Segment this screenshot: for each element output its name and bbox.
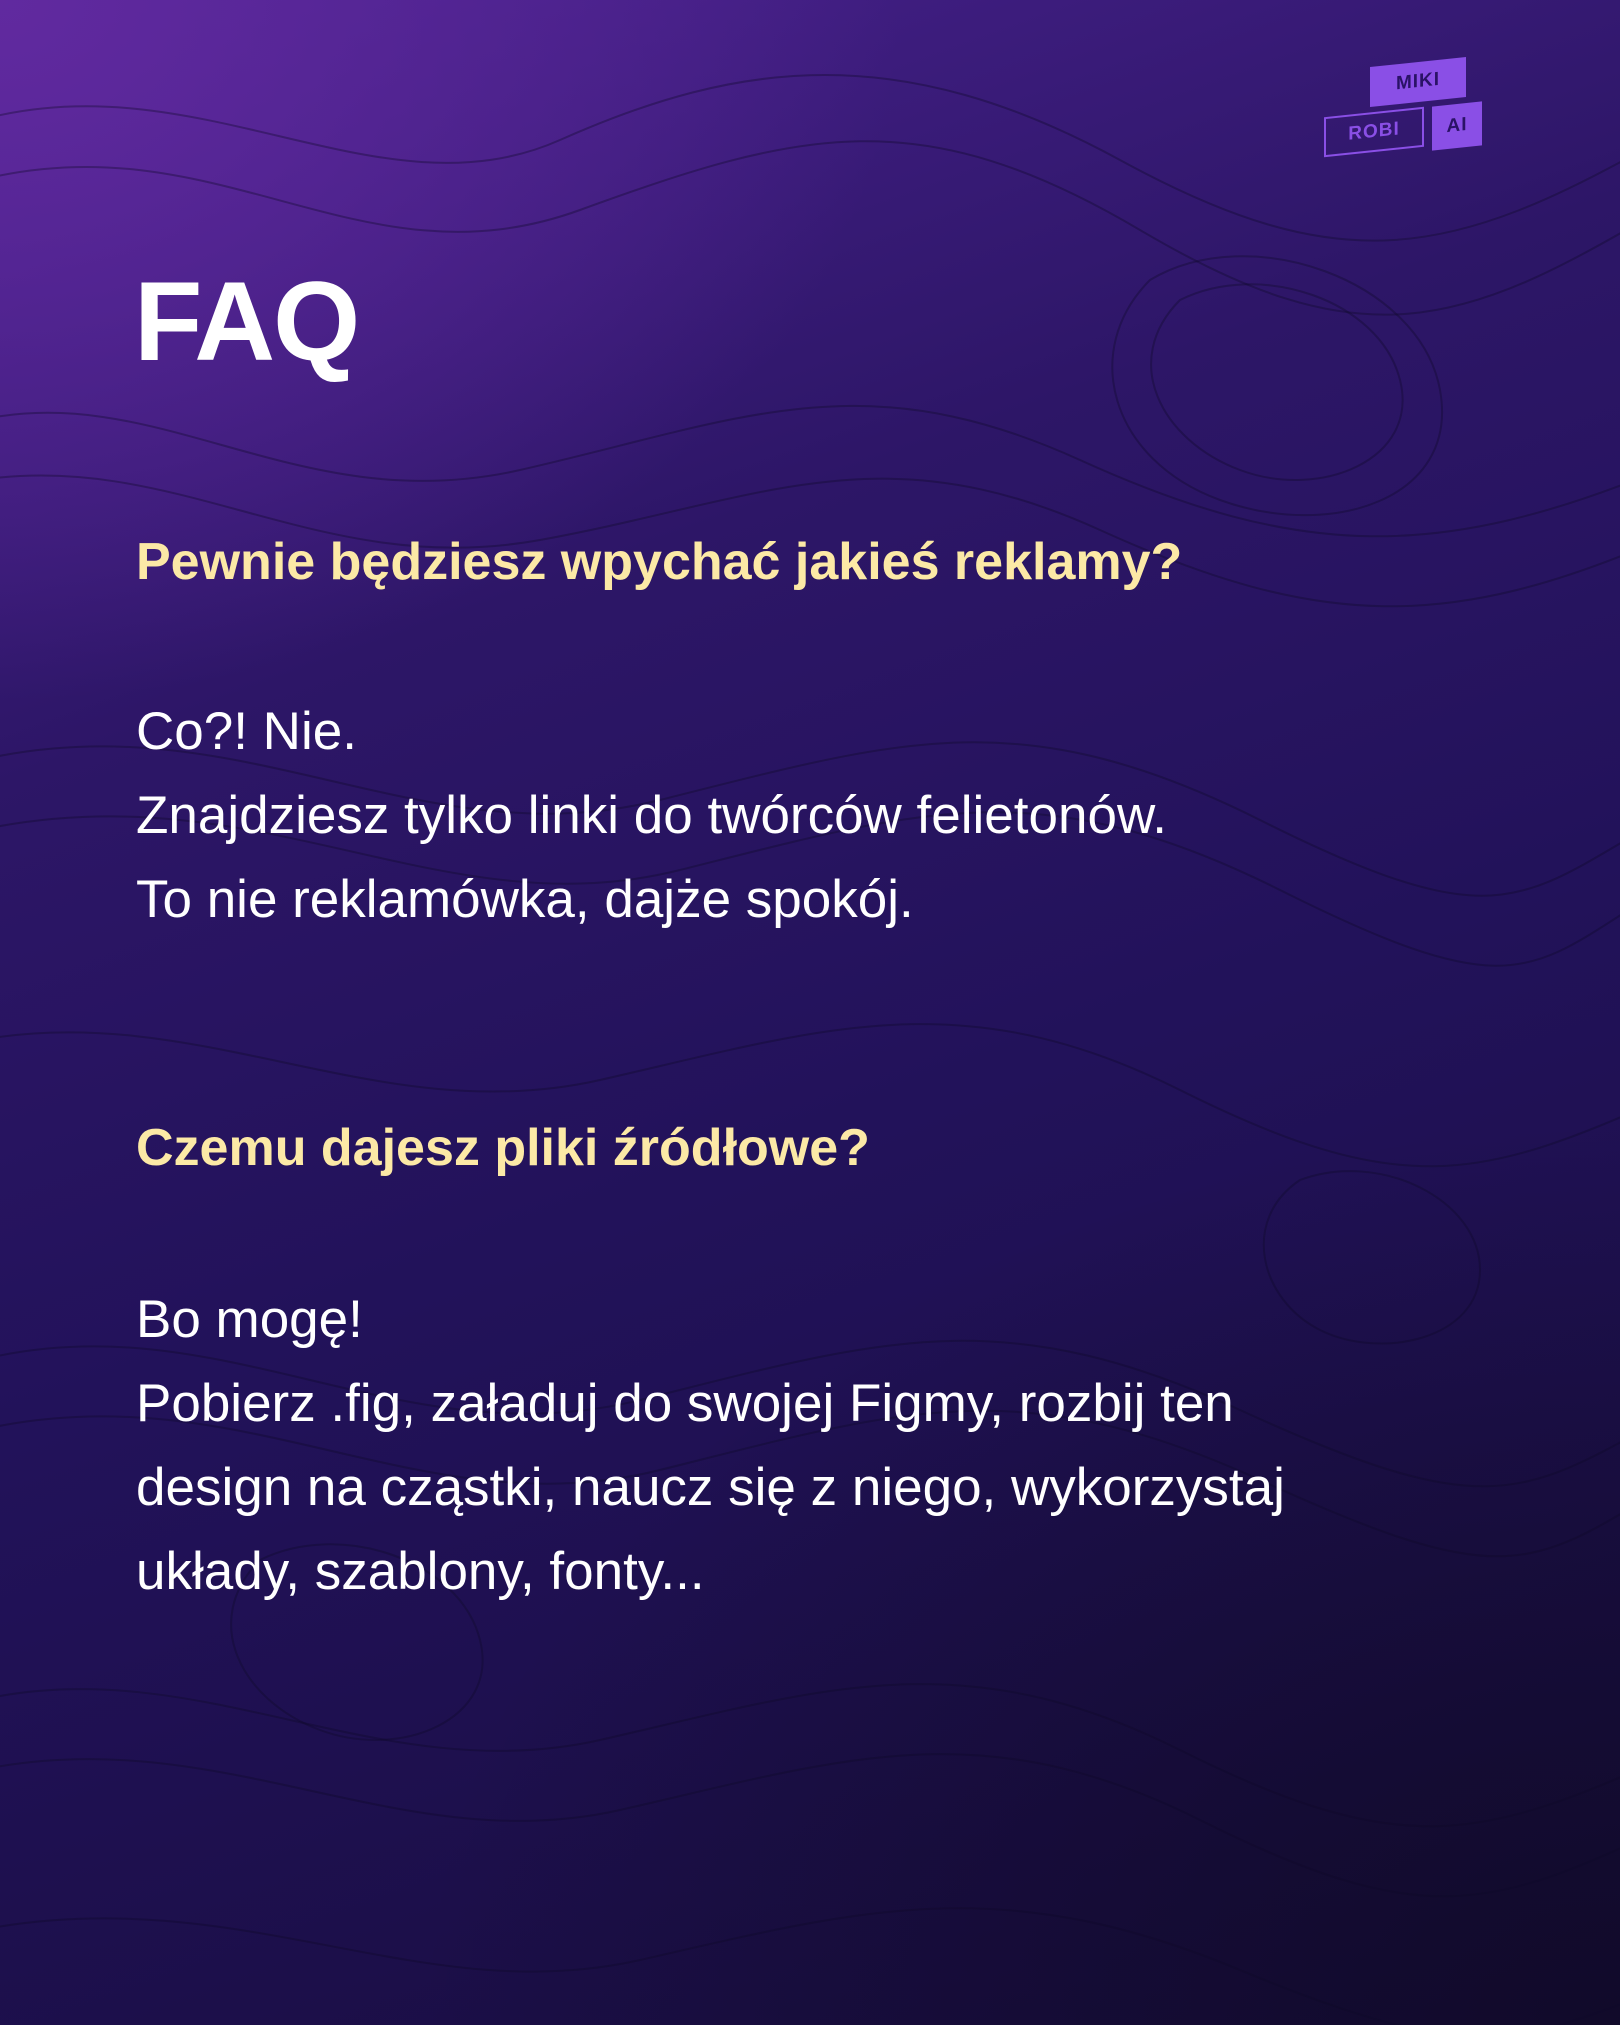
- page-title: FAQ: [134, 259, 359, 384]
- faq-answer-2-line-1: Bo mogę!: [136, 1290, 363, 1349]
- miki-robi-ai-logo: [1322, 56, 1484, 172]
- faq-answer-1-line-3: To nie reklamówka, dajże spokój.: [136, 870, 914, 929]
- logo-miki-block: MIKI: [1370, 57, 1466, 107]
- faq-answer-2-line-4: układy, szablony, fonty...: [136, 1542, 705, 1601]
- logo-robi-block: ROBI: [1324, 107, 1424, 158]
- faq-answer-1: [136, 690, 1496, 942]
- logo-ai-block: AI: [1432, 101, 1482, 150]
- faq-answer-1-line-2: Znajdziesz tylko linki do twórców felietonów.: [136, 786, 1168, 845]
- faq-question-2: Czemu dajesz pliki źródłowe?: [136, 1119, 870, 1177]
- faq-answer-2-line-3: design na cząstki, naucz się z niego, wykorzystaj: [136, 1458, 1285, 1517]
- faq-answer-2-line-2: Pobierz .fig, załaduj do swojej Figmy, rozbij ten: [136, 1374, 1234, 1433]
- faq-question-1: Pewnie będziesz wpychać jakieś reklamy?: [136, 533, 1183, 591]
- faq-answer-1-line-1: Co?! Nie.: [136, 702, 357, 761]
- faq-answer-2: [136, 1278, 1496, 1614]
